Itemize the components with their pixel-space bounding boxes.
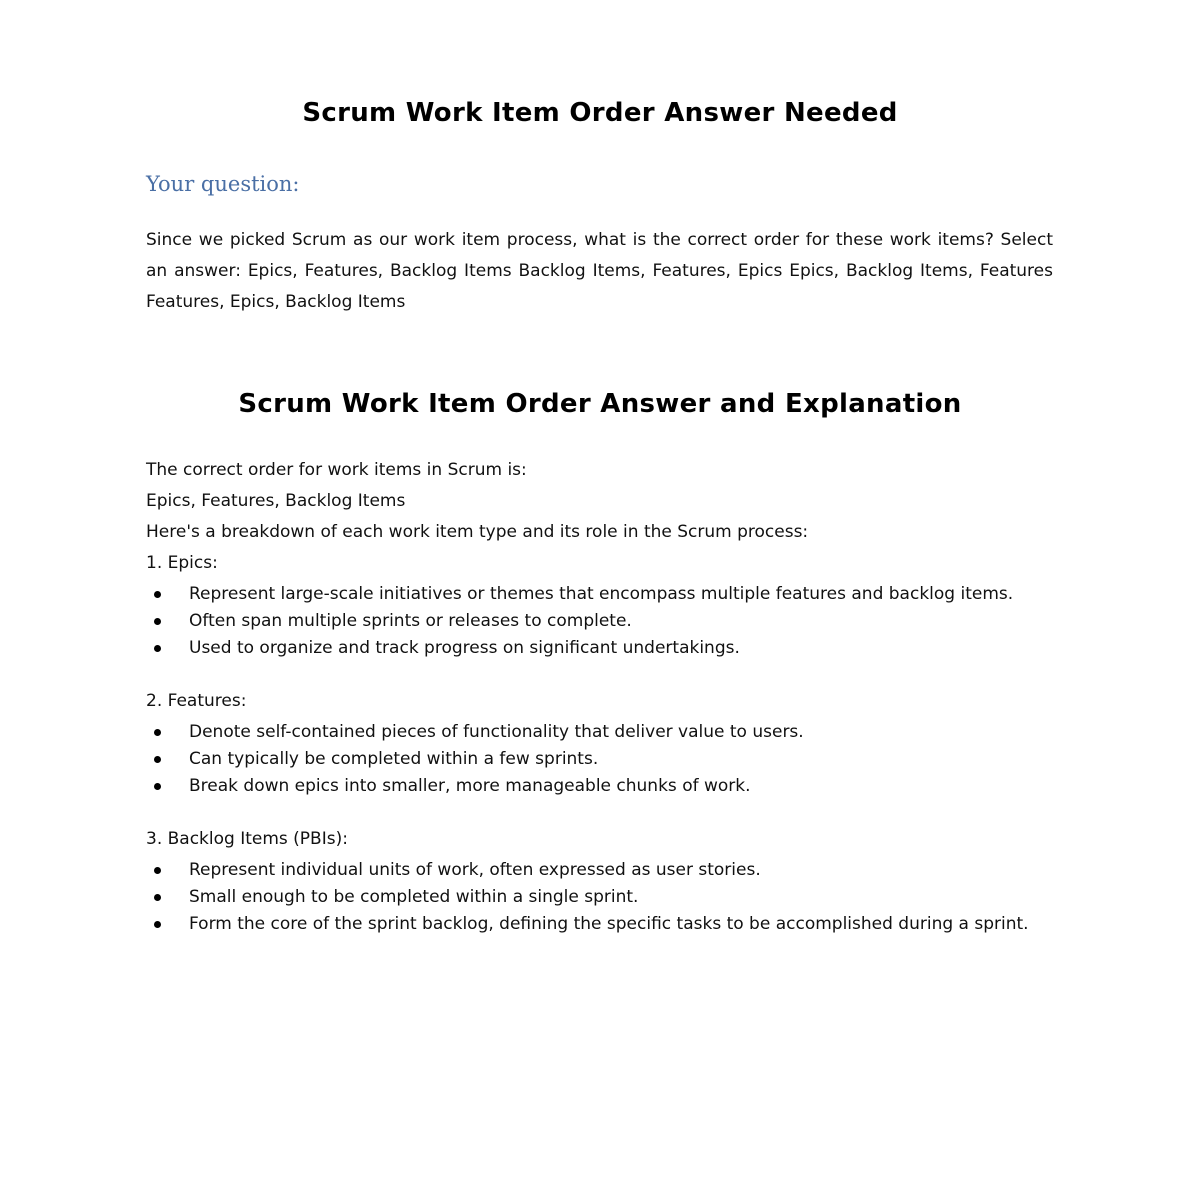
bullet-item: Used to organize and track progress on significant undertakings. bbox=[146, 637, 1053, 659]
bullet-list bbox=[146, 859, 1053, 935]
answer-body bbox=[146, 455, 1053, 940]
bullet-item: Form the core of the sprint backlog, defining the specific tasks to be accomplished during a sprint. bbox=[146, 913, 1053, 935]
bullet-list bbox=[146, 583, 1053, 659]
bullet-item: Can typically be completed within a few sprints. bbox=[146, 748, 1053, 770]
bullet-item: Small enough to be completed within a single sprint. bbox=[146, 886, 1053, 908]
section-epics bbox=[146, 548, 1053, 659]
bullet-item: Represent individual units of work, often expressed as user stories. bbox=[146, 859, 1053, 881]
spacer bbox=[146, 664, 1053, 686]
section-backlog-items bbox=[146, 824, 1053, 935]
section-heading: 1. Epics: bbox=[146, 553, 218, 573]
breakdown-intro: Here's a breakdown of each work item type and its role in the Scrum process: bbox=[146, 522, 809, 542]
bullet-item: Break down epics into smaller, more manageable chunks of work. bbox=[146, 775, 1053, 797]
question-text: Since we picked Scrum as our work item process, what is the correct order for these work items? Select an answer: Epics, Features, Backlog Items Backlog Items, Features, Epics Epics, Backlog Items, Features Features, Epics, Backlog Items bbox=[146, 230, 1053, 312]
section-features bbox=[146, 686, 1053, 797]
answer-order: Epics, Features, Backlog Items bbox=[146, 491, 406, 511]
section-heading: 3. Backlog Items (PBIs): bbox=[146, 829, 348, 849]
bullet-item: Represent large-scale initiatives or themes that encompass multiple features and backlog items. bbox=[146, 583, 1053, 605]
question-label: Your question: bbox=[146, 172, 300, 196]
bullet-item: Denote self-contained pieces of functionality that deliver value to users. bbox=[146, 721, 1053, 743]
spacer bbox=[146, 802, 1053, 824]
question-title: Scrum Work Item Order Answer Needed bbox=[302, 98, 898, 128]
bullet-item: Often span multiple sprints or releases to complete. bbox=[146, 610, 1053, 632]
answer-intro: The correct order for work items in Scrum is: bbox=[146, 460, 527, 480]
answer-title: Scrum Work Item Order Answer and Explanation bbox=[238, 389, 962, 419]
bullet-list bbox=[146, 721, 1053, 797]
section-heading: 2. Features: bbox=[146, 691, 247, 711]
